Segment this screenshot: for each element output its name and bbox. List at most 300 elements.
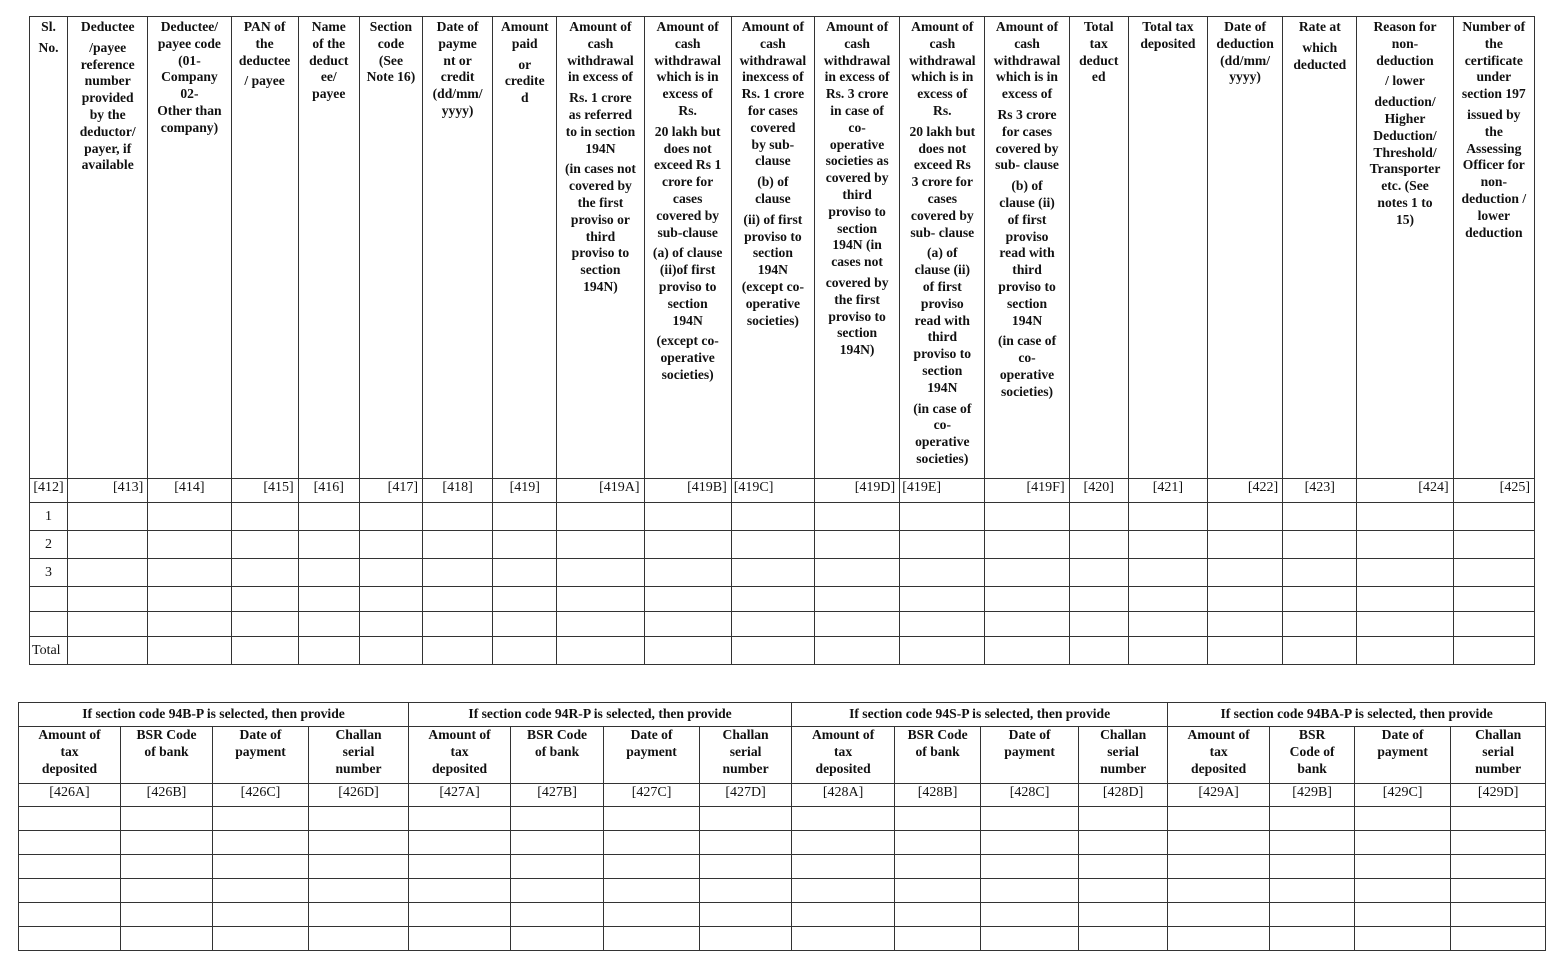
challan-column-header-text: Date of payment (1377, 727, 1428, 759)
entry-cell[interactable] (68, 531, 148, 559)
entry-cell[interactable] (359, 559, 422, 587)
field-code: [426A] (19, 784, 121, 807)
entry-cell[interactable] (309, 927, 409, 951)
challan-column-header (1168, 727, 1270, 784)
entry-cell[interactable] (557, 559, 644, 587)
serial-number-cell: 1 (30, 503, 68, 531)
entry-cell[interactable] (148, 503, 231, 531)
column-header-text: /payee reference number provided by the deductor/ payer, if available (79, 39, 136, 173)
serial-number-cell: 2 (30, 531, 68, 559)
entry-cell[interactable] (359, 612, 422, 637)
column-header-text: Number of the certificate under section 197 (1461, 19, 1526, 102)
entry-cell[interactable] (1270, 903, 1355, 927)
challan-column-header-text: Date of payment (626, 727, 677, 759)
challan-column-header (1451, 727, 1546, 784)
entry-cell[interactable] (309, 903, 409, 927)
entry-cell[interactable] (1451, 927, 1546, 951)
entry-cell[interactable] (1069, 559, 1128, 587)
challan-column-header-text: BSR Code of bank (527, 727, 588, 759)
deductee-details-table (29, 16, 1535, 665)
entry-cell[interactable] (985, 559, 1069, 587)
entry-cell[interactable] (700, 927, 792, 951)
entry-cell[interactable] (19, 831, 121, 855)
entry-cell[interactable] (148, 531, 231, 559)
entry-cell[interactable] (511, 879, 604, 903)
column-header (231, 17, 298, 479)
entry-cell[interactable] (493, 503, 557, 531)
field-code: [420] (1069, 479, 1128, 503)
entry-cell[interactable] (493, 612, 557, 637)
entry-cell[interactable] (895, 927, 981, 951)
field-code: [424] (1357, 479, 1453, 503)
column-header-text: Deductee (80, 19, 135, 34)
table-row (19, 807, 1546, 831)
field-code: [429A] (1168, 784, 1270, 807)
total-cell[interactable] (814, 637, 899, 665)
field-code: [427D] (700, 784, 792, 807)
entry-cell[interactable] (981, 903, 1079, 927)
entry-cell[interactable] (981, 831, 1079, 855)
entry-cell[interactable] (557, 531, 644, 559)
entry-cell[interactable] (1357, 587, 1453, 612)
entry-cell[interactable] (1079, 807, 1168, 831)
column-header-text: Amount of cash withdrawal in excess of Rs. 3 crore in case of co- operative societies as covered by third proviso to section 194N (in cases not (823, 19, 891, 270)
field-code: [423] (1283, 479, 1357, 503)
entry-cell[interactable] (1283, 559, 1357, 587)
entry-cell[interactable] (213, 879, 309, 903)
entry-cell[interactable] (814, 587, 899, 612)
entry-cell[interactable] (1168, 807, 1270, 831)
entry-cell[interactable] (981, 927, 1079, 951)
entry-cell[interactable] (900, 531, 985, 559)
entry-cell[interactable] (1079, 879, 1168, 903)
entry-cell[interactable] (981, 855, 1079, 879)
entry-cell[interactable] (1283, 612, 1357, 637)
column-header-text: Amount of cash withdrawal inexcess of Rs. 1 crore for cases covered by sub- clause (739, 19, 807, 169)
entry-cell[interactable] (148, 559, 231, 587)
entry-cell[interactable] (792, 831, 895, 855)
entry-cell[interactable] (1451, 903, 1546, 927)
field-code: [418] (423, 479, 493, 503)
entry-cell[interactable] (1453, 587, 1534, 612)
challan-column-header (1079, 727, 1168, 784)
entry-cell[interactable] (557, 612, 644, 637)
challan-column-header (19, 727, 121, 784)
field-code: [428A] (792, 784, 895, 807)
entry-cell[interactable] (409, 903, 511, 927)
entry-cell[interactable] (1069, 612, 1128, 637)
entry-cell[interactable] (1355, 879, 1451, 903)
column-header (900, 17, 985, 479)
entry-cell[interactable] (1208, 503, 1283, 531)
entry-cell[interactable] (121, 927, 213, 951)
entry-cell[interactable] (121, 831, 213, 855)
entry-cell[interactable] (1270, 855, 1355, 879)
entry-cell[interactable] (731, 531, 814, 559)
section-group-header: If section code 94S-P is selected, then provide (792, 703, 1168, 727)
total-cell[interactable] (1208, 637, 1283, 665)
field-code: [419E] (900, 479, 985, 503)
section-group-header: If section code 94B-P is selected, then provide (19, 703, 409, 727)
entry-cell[interactable] (985, 612, 1069, 637)
entry-cell[interactable] (68, 503, 148, 531)
entry-cell[interactable] (1128, 503, 1207, 531)
field-code: [419C] (731, 479, 814, 503)
total-cell[interactable] (1453, 637, 1534, 665)
entry-cell[interactable] (895, 855, 981, 879)
entry-cell[interactable] (814, 612, 899, 637)
column-header-text: issued by the Assessing Officer for non- deduction / lower deduction (1461, 106, 1527, 240)
entry-cell[interactable] (900, 612, 985, 637)
serial-number-cell: 3 (30, 559, 68, 587)
entry-cell[interactable] (213, 807, 309, 831)
entry-cell[interactable] (511, 831, 604, 855)
challan-column-header (409, 727, 511, 784)
entry-cell[interactable] (1270, 831, 1355, 855)
entry-cell[interactable] (409, 927, 511, 951)
entry-cell[interactable] (409, 855, 511, 879)
column-header-text: (in cases not covered by the first proviso or third proviso to section 194N) (564, 161, 636, 294)
entry-cell[interactable] (1357, 559, 1453, 587)
entry-cell[interactable] (985, 531, 1069, 559)
entry-cell[interactable] (309, 807, 409, 831)
table-row (30, 503, 1535, 531)
table-row (30, 531, 1535, 559)
total-cell[interactable] (1128, 637, 1207, 665)
entry-cell[interactable] (814, 531, 899, 559)
entry-cell[interactable] (68, 587, 148, 612)
entry-cell[interactable] (1451, 855, 1546, 879)
total-cell[interactable] (900, 637, 985, 665)
column-header-text: Rs 3 crore for cases covered by sub- clause (995, 106, 1059, 173)
entry-cell[interactable] (213, 927, 309, 951)
entry-cell[interactable] (1453, 531, 1534, 559)
entry-cell[interactable] (792, 879, 895, 903)
entry-cell[interactable] (1283, 587, 1357, 612)
entry-cell[interactable] (231, 559, 298, 587)
challan-column-header (121, 727, 213, 784)
entry-cell[interactable] (895, 879, 981, 903)
challan-column-header-text: Date of payment (235, 727, 286, 759)
entry-cell[interactable] (985, 587, 1069, 612)
field-code-row (30, 479, 1535, 503)
entry-cell[interactable] (900, 503, 985, 531)
entry-cell[interactable] (231, 503, 298, 531)
entry-cell[interactable] (309, 831, 409, 855)
challan-column-header (604, 727, 700, 784)
challan-column-header-text: Date of payment (1004, 727, 1055, 759)
entry-cell[interactable] (1453, 503, 1534, 531)
entry-cell[interactable] (121, 903, 213, 927)
entry-cell[interactable] (231, 612, 298, 637)
entry-cell[interactable] (423, 531, 493, 559)
entry-cell[interactable] (298, 503, 359, 531)
entry-cell[interactable] (19, 927, 121, 951)
entry-cell[interactable] (814, 503, 899, 531)
table-row (19, 879, 1546, 903)
challan-column-header-text: Amount of tax deposited (1187, 727, 1250, 776)
entry-cell[interactable] (895, 903, 981, 927)
entry-cell[interactable] (148, 612, 231, 637)
column-header-text: covered by the first proviso to section 194N) (825, 274, 889, 358)
total-cell[interactable] (493, 637, 557, 665)
entry-cell[interactable] (511, 903, 604, 927)
entry-cell[interactable] (1128, 587, 1207, 612)
entry-cell[interactable] (1069, 531, 1128, 559)
column-header-text: (in case of co- operative societies) (913, 400, 972, 466)
entry-cell[interactable] (309, 855, 409, 879)
entry-cell[interactable] (604, 927, 700, 951)
total-cell[interactable] (68, 637, 148, 665)
entry-cell[interactable] (231, 587, 298, 612)
column-header (493, 17, 557, 479)
column-header (985, 17, 1069, 479)
entry-cell[interactable] (1079, 855, 1168, 879)
entry-cell[interactable] (1270, 879, 1355, 903)
entry-cell[interactable] (1355, 903, 1451, 927)
entry-cell[interactable] (792, 903, 895, 927)
field-code: [429D] (1451, 784, 1546, 807)
entry-cell[interactable] (359, 587, 422, 612)
entry-cell[interactable] (1453, 612, 1534, 637)
challan-column-header-text: Challan serial number (722, 727, 769, 776)
total-cell[interactable] (1283, 637, 1357, 665)
entry-cell[interactable] (792, 927, 895, 951)
entry-cell[interactable] (19, 855, 121, 879)
total-cell[interactable] (644, 637, 731, 665)
entry-cell[interactable] (1208, 612, 1283, 637)
column-header (731, 17, 814, 479)
entry-cell[interactable] (700, 903, 792, 927)
entry-cell[interactable] (1357, 531, 1453, 559)
entry-cell[interactable] (895, 807, 981, 831)
total-cell[interactable] (731, 637, 814, 665)
column-header (1128, 17, 1207, 479)
entry-cell[interactable] (423, 612, 493, 637)
entry-cell[interactable] (604, 855, 700, 879)
entry-cell[interactable] (19, 879, 121, 903)
entry-cell[interactable] (1128, 612, 1207, 637)
challan-column-header-text: Challan serial number (335, 727, 382, 776)
entry-cell[interactable] (644, 503, 731, 531)
entry-cell[interactable] (1208, 531, 1283, 559)
entry-cell[interactable] (511, 855, 604, 879)
total-cell[interactable] (148, 637, 231, 665)
entry-cell[interactable] (1270, 807, 1355, 831)
challan-column-header (981, 727, 1079, 784)
entry-cell[interactable] (121, 855, 213, 879)
entry-cell[interactable] (644, 587, 731, 612)
field-code: [427B] (511, 784, 604, 807)
entry-cell[interactable] (68, 559, 148, 587)
entry-cell[interactable] (1168, 927, 1270, 951)
entry-cell[interactable] (409, 807, 511, 831)
entry-cell[interactable] (792, 807, 895, 831)
entry-cell[interactable] (1357, 503, 1453, 531)
entry-cell[interactable] (1208, 587, 1283, 612)
field-code: [419D] (814, 479, 899, 503)
entry-cell[interactable] (700, 831, 792, 855)
entry-cell[interactable] (1453, 559, 1534, 587)
entry-cell[interactable] (298, 559, 359, 587)
entry-cell[interactable] (148, 587, 231, 612)
total-label: Total (30, 637, 68, 665)
serial-number-cell (30, 587, 68, 612)
field-code: [419B] (644, 479, 731, 503)
entry-cell[interactable] (731, 587, 814, 612)
table-row (19, 831, 1546, 855)
field-code: [429B] (1270, 784, 1355, 807)
entry-cell[interactable] (423, 503, 493, 531)
entry-cell[interactable] (213, 831, 309, 855)
column-header-text: (ii) of first proviso to section 194N (except co- operative societies) (741, 211, 805, 328)
entry-cell[interactable] (409, 831, 511, 855)
entry-cell[interactable] (604, 903, 700, 927)
challan-column-header-text: Amount of tax deposited (38, 727, 101, 776)
field-code-row (19, 784, 1546, 807)
entry-cell[interactable] (1168, 855, 1270, 879)
entry-cell[interactable] (493, 531, 557, 559)
column-header-text: / lower (1385, 73, 1425, 89)
entry-cell[interactable] (557, 503, 644, 531)
challan-column-header-text: Amount of tax deposited (811, 727, 875, 776)
entry-cell[interactable] (121, 879, 213, 903)
entry-cell[interactable] (1168, 903, 1270, 927)
column-header-text: 20 lakh but does not exceed Rs 3 crore for cases covered by sub- clause (909, 123, 976, 240)
column-header-row (30, 17, 1535, 479)
challan-column-header (792, 727, 895, 784)
entry-cell[interactable] (1451, 807, 1546, 831)
column-header-text: Amount of cash withdrawal in excess of (567, 19, 634, 85)
entry-cell[interactable] (604, 879, 700, 903)
entry-cell[interactable] (981, 879, 1079, 903)
entry-cell[interactable] (493, 587, 557, 612)
entry-cell[interactable] (359, 503, 422, 531)
entry-cell[interactable] (700, 807, 792, 831)
entry-cell[interactable] (1069, 503, 1128, 531)
entry-cell[interactable] (231, 531, 298, 559)
column-header-text: Amount paid (500, 19, 549, 51)
column-header-text: Total tax deposited (1140, 19, 1196, 51)
column-header-text: 20 lakh but does not exceed Rs 1 crore for cases covered by sub-clause (654, 123, 722, 240)
entry-cell[interactable] (900, 587, 985, 612)
entry-cell[interactable] (423, 559, 493, 587)
total-cell[interactable] (423, 637, 493, 665)
entry-cell[interactable] (1283, 503, 1357, 531)
entry-cell[interactable] (731, 559, 814, 587)
field-code: [421] (1128, 479, 1207, 503)
entry-cell[interactable] (1357, 612, 1453, 637)
entry-cell[interactable] (423, 587, 493, 612)
total-cell[interactable] (231, 637, 298, 665)
entry-cell[interactable] (1355, 831, 1451, 855)
entry-cell[interactable] (19, 807, 121, 831)
column-header-text: / payee (244, 73, 285, 89)
entry-cell[interactable] (604, 807, 700, 831)
entry-cell[interactable] (700, 855, 792, 879)
entry-cell[interactable] (1128, 531, 1207, 559)
entry-cell[interactable] (792, 855, 895, 879)
entry-cell[interactable] (1355, 927, 1451, 951)
field-code: [427A] (409, 784, 511, 807)
serial-number-cell (30, 612, 68, 637)
entry-cell[interactable] (1355, 807, 1451, 831)
entry-cell[interactable] (493, 559, 557, 587)
entry-cell[interactable] (68, 612, 148, 637)
entry-cell[interactable] (644, 531, 731, 559)
entry-cell[interactable] (700, 879, 792, 903)
total-cell[interactable] (359, 637, 422, 665)
entry-cell[interactable] (644, 612, 731, 637)
entry-cell[interactable] (213, 855, 309, 879)
entry-cell[interactable] (731, 503, 814, 531)
total-cell[interactable] (985, 637, 1069, 665)
challan-column-header-text: BSR Code of bank (1289, 727, 1335, 776)
challan-column-header (700, 727, 792, 784)
entry-cell[interactable] (1079, 927, 1168, 951)
column-header-text: Section code (See Note 16) (366, 19, 416, 85)
entry-cell[interactable] (1451, 879, 1546, 903)
entry-cell[interactable] (1168, 831, 1270, 855)
entry-cell[interactable] (511, 807, 604, 831)
challan-column-header (1355, 727, 1451, 784)
entry-cell[interactable] (1283, 531, 1357, 559)
column-header-text: Date of deduction (dd/mm/ yyyy) (1216, 19, 1274, 85)
entry-cell[interactable] (731, 612, 814, 637)
entry-cell[interactable] (309, 879, 409, 903)
total-cell[interactable] (1069, 637, 1128, 665)
column-header (68, 17, 148, 479)
entry-cell[interactable] (1451, 831, 1546, 855)
column-header-text: Amount of cash withdrawal which is in excess of Rs. (654, 19, 721, 118)
challan-column-header-text: BSR Code of bank (136, 727, 197, 759)
entry-cell[interactable] (511, 927, 604, 951)
entry-cell[interactable] (644, 559, 731, 587)
total-cell[interactable] (1357, 637, 1453, 665)
entry-cell[interactable] (1128, 559, 1207, 587)
entry-cell[interactable] (1168, 879, 1270, 903)
entry-cell[interactable] (298, 587, 359, 612)
entry-cell[interactable] (1079, 831, 1168, 855)
entry-cell[interactable] (1069, 587, 1128, 612)
entry-cell[interactable] (298, 612, 359, 637)
total-cell[interactable] (557, 637, 644, 665)
column-header (1208, 17, 1283, 479)
entry-cell[interactable] (1270, 927, 1355, 951)
entry-cell[interactable] (19, 903, 121, 927)
entry-cell[interactable] (895, 831, 981, 855)
entry-cell[interactable] (1079, 903, 1168, 927)
column-header-text: (b) of clause (ii) of first proviso read with third proviso to section 194N (998, 178, 1056, 328)
entry-cell[interactable] (1208, 559, 1283, 587)
entry-cell[interactable] (981, 807, 1079, 831)
entry-cell[interactable] (121, 807, 213, 831)
entry-cell[interactable] (1355, 855, 1451, 879)
entry-cell[interactable] (557, 587, 644, 612)
total-cell[interactable] (298, 637, 359, 665)
entry-cell[interactable] (409, 879, 511, 903)
entry-cell[interactable] (985, 503, 1069, 531)
entry-cell[interactable] (213, 903, 309, 927)
entry-cell[interactable] (604, 831, 700, 855)
entry-cell[interactable] (298, 531, 359, 559)
column-header-text: Total tax deduct ed (1079, 19, 1119, 85)
entry-cell[interactable] (814, 559, 899, 587)
entry-cell[interactable] (900, 559, 985, 587)
table-row (19, 855, 1546, 879)
entry-cell[interactable] (359, 531, 422, 559)
column-header (359, 17, 422, 479)
